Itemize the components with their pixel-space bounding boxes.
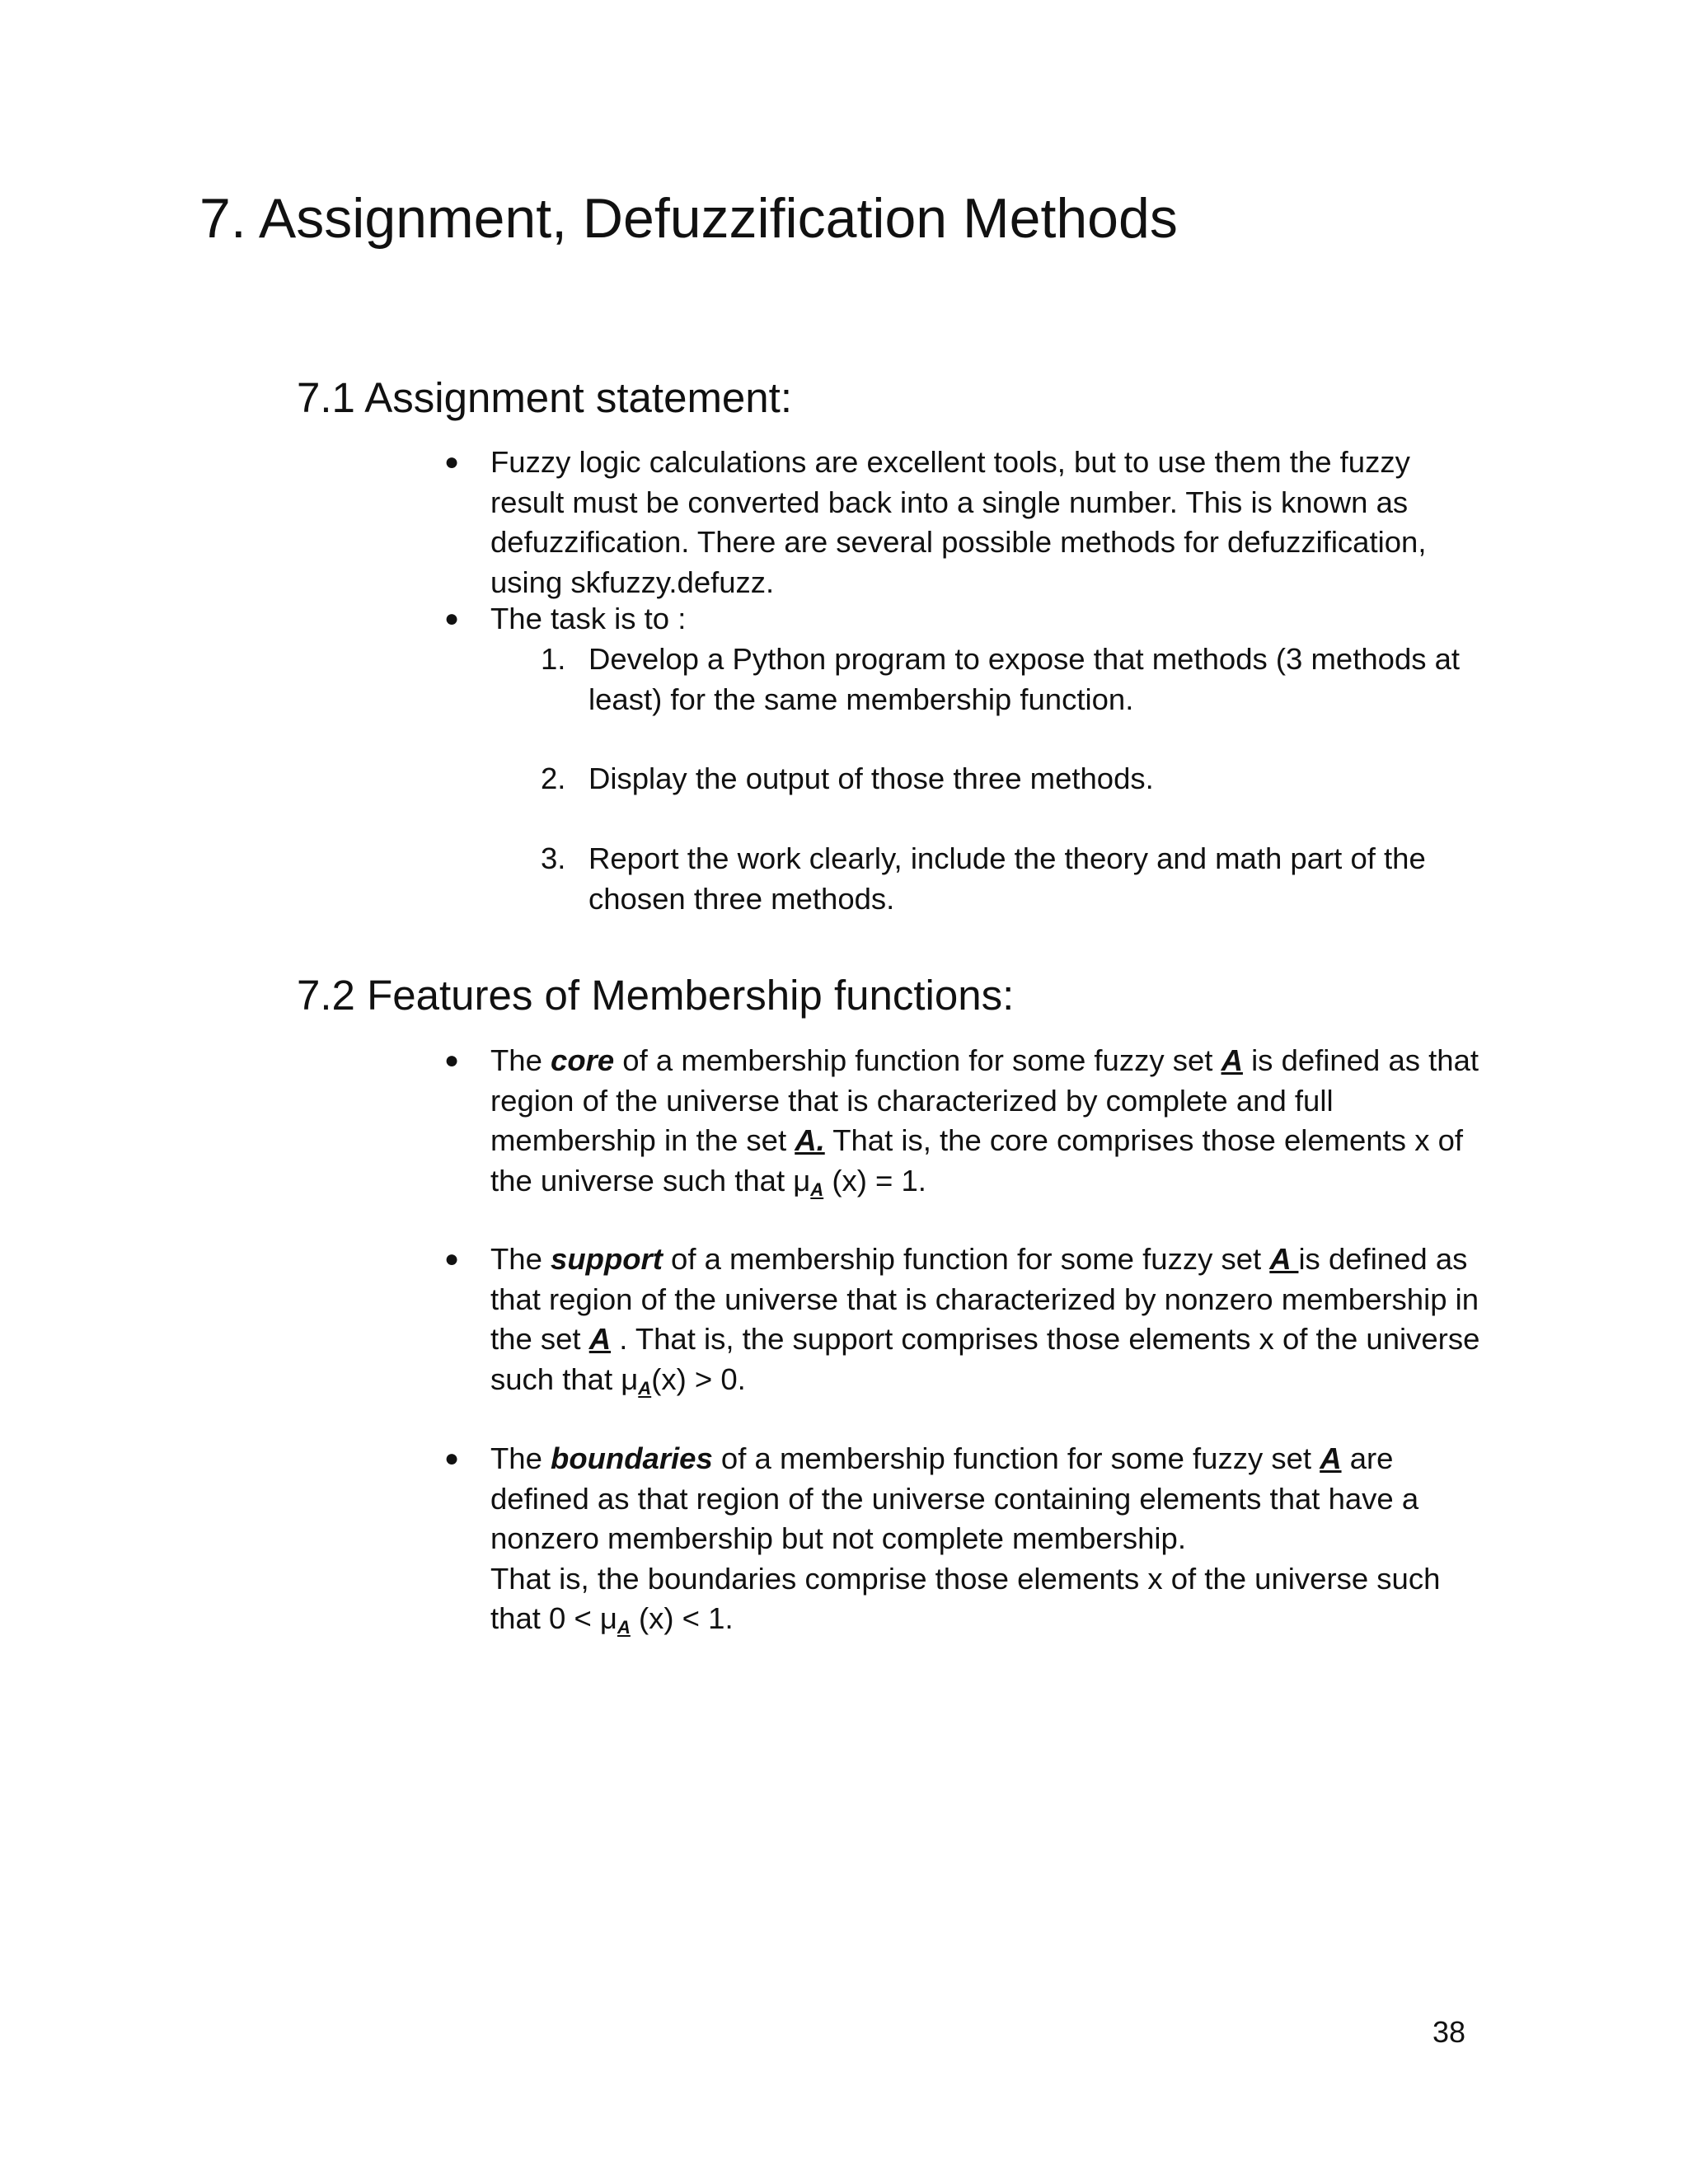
- text-run: The: [490, 1441, 551, 1475]
- bullet-task-intro: [444, 599, 1488, 640]
- text-run: That is, the core comprises those elements x of the universe such that μ: [490, 1123, 1464, 1197]
- set-symbol: A: [1269, 1242, 1299, 1276]
- text-run: of a membership function for some fuzzy set: [712, 1441, 1320, 1475]
- text-run: (x) < 1.: [630, 1601, 734, 1635]
- text-run: are defined as that region of the universe containing elements that have a nonzero membership but not complete membership.: [490, 1441, 1419, 1555]
- page-heading: 7. Assignment, Defuzzification Methods: [199, 187, 1178, 250]
- term-core: core: [551, 1043, 615, 1077]
- text-run: is defined as that region of the universe that is characterized by nonzero membership in the set: [490, 1242, 1479, 1356]
- task-text: Display the output of those three methods.: [588, 762, 1154, 795]
- task-number: 3.: [541, 841, 566, 875]
- term-boundaries: boundaries: [551, 1441, 713, 1475]
- text-run: (x) > 0.: [651, 1361, 746, 1396]
- set-subscript: A: [810, 1179, 824, 1200]
- set-symbol: A.: [795, 1123, 825, 1157]
- bullet-dot: ●: [444, 448, 460, 476]
- section-7-2-title: 7.2 Features of Membership functions:: [297, 972, 1015, 1019]
- task-item-1: [541, 640, 1489, 719]
- bullet-dot: ●: [444, 1047, 460, 1074]
- set-subscript: A: [617, 1617, 631, 1638]
- text-run: The: [490, 1242, 551, 1276]
- set-subscript: A: [638, 1377, 652, 1399]
- bullet-dot: ●: [444, 1445, 460, 1472]
- bullet-dot: ●: [444, 605, 460, 632]
- text-run: is defined as that region of the universe that is characterized by complete and full membership in the set: [490, 1043, 1479, 1157]
- set-symbol: A: [1221, 1043, 1243, 1077]
- set-symbol: A: [588, 1322, 612, 1356]
- text-run: . That is, the support comprises those elements x of the universe such that μ: [490, 1322, 1480, 1396]
- set-symbol: A: [1320, 1441, 1342, 1475]
- text-run: of a membership function for some fuzzy set: [662, 1242, 1270, 1276]
- task-item-3: [541, 839, 1489, 919]
- bullet-dot: ●: [444, 1245, 460, 1272]
- term-support: support: [551, 1242, 663, 1276]
- task-number: 2.: [541, 762, 566, 795]
- task-number: 1.: [541, 642, 566, 676]
- text-run: The: [490, 1043, 551, 1077]
- bullet-text: The task is to :: [490, 602, 687, 635]
- text-run: That is, the boundaries comprise those elements x of the universe such that 0 < μ: [490, 1561, 1441, 1635]
- task-text: Develop a Python program to expose that methods (3 methods at least) for the same membership function.: [588, 642, 1461, 716]
- bullet-core-definition: [444, 1041, 1488, 1210]
- bullet-boundaries-definition: [444, 1439, 1488, 1648]
- task-item-2: [541, 759, 1489, 799]
- task-text: Report the work clearly, include the theory and math part of the chosen three methods.: [588, 841, 1426, 916]
- bullet-support-definition: [444, 1240, 1488, 1408]
- section-7-1-title: 7.1 Assignment statement:: [297, 374, 792, 421]
- text-run: (x) = 1.: [823, 1163, 926, 1197]
- bullet-defuzzification-intro: [444, 443, 1488, 602]
- bullet-text: Fuzzy logic calculations are excellent tools, but to use them the fuzzy result must be converted back into a single number. This is known as defuzzification. There are several possible methods for defuzzification, using skfuzzy.defuzz.: [490, 445, 1427, 599]
- text-run: of a membership function for some fuzzy set: [614, 1043, 1221, 1077]
- page-number: 38: [1432, 2015, 1466, 2049]
